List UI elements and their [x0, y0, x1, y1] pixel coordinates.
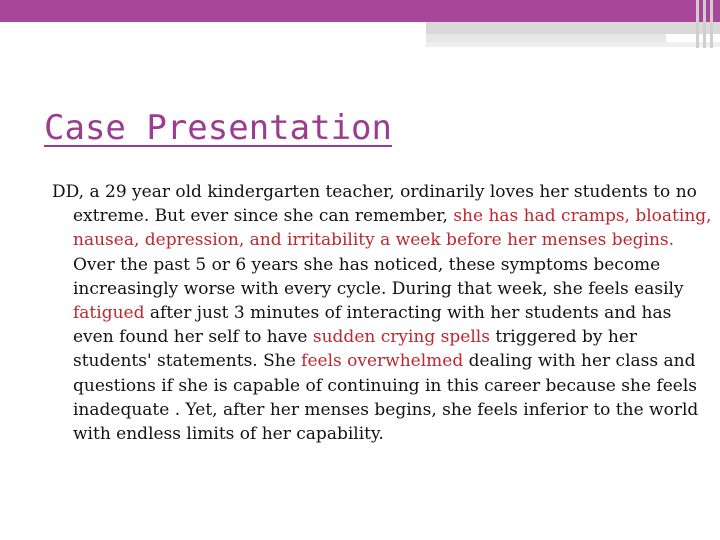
highlighted-symptom: fatigued	[73, 303, 145, 324]
text-segment: DD, a 29 year old kindergarten teacher, ordinarily loves her students to no extreme. But ever since she can remember,	[52, 182, 697, 227]
slide-title: Case Presentation	[44, 108, 392, 148]
highlighted-symptoms: she has had cramps, bloating, nausea, depression, and irritability a week before her menses begins.	[73, 206, 712, 251]
highlighted-symptom: feels overwhelmed	[301, 351, 464, 372]
highlighted-symptom: sudden crying spells	[312, 327, 490, 348]
text-segment: Over the past 5 or 6 years she has noticed, these symptoms become increasingly worse with every cycle. During that week, she feels easily	[73, 254, 684, 299]
text-segment: triggered by her students' statements. She	[73, 327, 638, 372]
text-segment: after just 3 minutes of interacting with her students and has even found her self to have	[73, 303, 672, 348]
case-description	[52, 180, 713, 446]
decorative-stripe	[426, 42, 720, 47]
text-segment: dealing with her class and questions if she is capable of continuing in this career because she feels inadequate . Yet, after her menses begins, she feels inferior to the world with endless limits of her capability.	[73, 351, 699, 445]
top-decorative-band	[0, 0, 720, 22]
decorative-stripe	[696, 0, 699, 48]
decorative-stripe	[710, 0, 713, 48]
decorative-stripe	[426, 34, 666, 42]
decorative-stripe	[703, 0, 706, 48]
decorative-stripe	[426, 22, 720, 34]
